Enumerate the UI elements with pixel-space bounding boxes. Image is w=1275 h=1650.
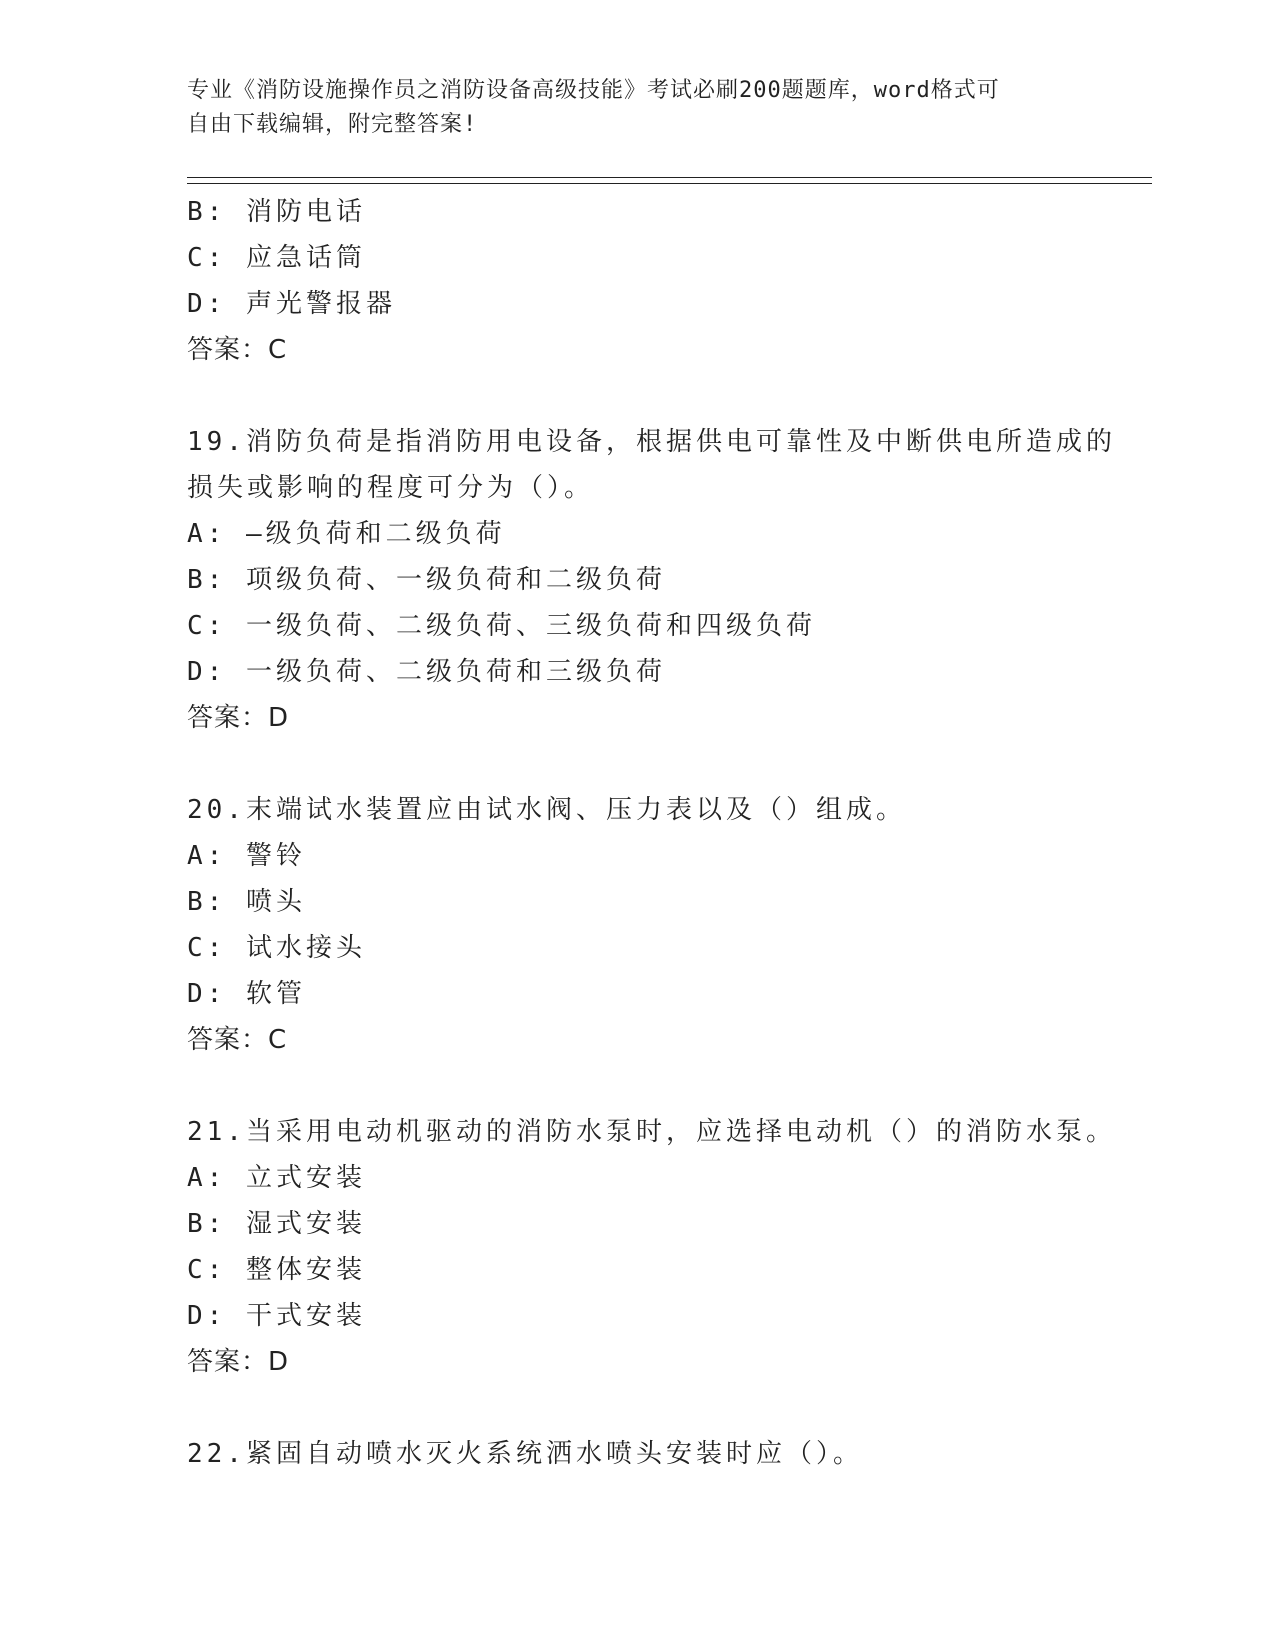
- spacer: [187, 1385, 1147, 1431]
- option-d: D: 一级负荷、二级负荷和三级负荷: [187, 657, 666, 687]
- question-stem: 20.末端试水装置应由试水阀、压力表以及（）组成。: [187, 795, 906, 825]
- answer-line: 答案：D: [187, 703, 290, 733]
- question-18-tail: [187, 189, 1147, 373]
- option-c: C: 试水接头: [187, 933, 366, 963]
- header-title-line-1: 专业《消防设施操作员之消防设备高级技能》考试必刷200题题库，word格式可: [187, 78, 1000, 103]
- header-title-line-2: 自由下载编辑，附完整答案!: [187, 112, 478, 137]
- spacer: [187, 741, 1147, 787]
- answer-line: 答案：C: [187, 1025, 288, 1055]
- option-c: C: 应急话筒: [187, 243, 366, 273]
- spacer: [187, 1063, 1147, 1109]
- option-d: D: 声光警报器: [187, 289, 396, 319]
- spacer: [187, 373, 1147, 419]
- option-d: D: 干式安装: [187, 1301, 366, 1331]
- option-c: C: 整体安装: [187, 1255, 366, 1285]
- option-d: D: 软管: [187, 979, 306, 1009]
- question-19: [187, 419, 1147, 741]
- question-stem: 21.当采用电动机驱动的消防水泵时，应选择电动机（）的消防水泵。: [187, 1117, 1116, 1147]
- header-divider: [187, 177, 1152, 184]
- option-b: B: 项级负荷、一级负荷和二级负荷: [187, 565, 666, 595]
- option-c: C: 一级负荷、二级负荷、三级负荷和四级负荷: [187, 611, 816, 641]
- question-stem: 19.消防负荷是指消防用电设备，根据供电可靠性及中断供电所造成的: [187, 427, 1116, 457]
- document-header: [187, 74, 1087, 142]
- question-stem: 22.紧固自动喷水灭火系统洒水喷头安装时应（）。: [187, 1439, 863, 1469]
- option-a: A: 警铃: [187, 841, 306, 871]
- question-list: [187, 189, 1147, 1477]
- option-b: B: 消防电话: [187, 197, 366, 227]
- option-b: B: 喷头: [187, 887, 306, 917]
- option-a: A: —级负荷和二级负荷: [187, 519, 506, 549]
- question-stem-continued: 损失或影响的程度可分为（）。: [187, 473, 595, 503]
- question-22: [187, 1431, 1147, 1477]
- option-b: B: 湿式安装: [187, 1209, 366, 1239]
- question-20: [187, 787, 1147, 1063]
- question-21: [187, 1109, 1147, 1385]
- option-a: A: 立式安装: [187, 1163, 366, 1193]
- answer-line: 答案：D: [187, 1347, 290, 1377]
- answer-line: 答案：C: [187, 335, 288, 365]
